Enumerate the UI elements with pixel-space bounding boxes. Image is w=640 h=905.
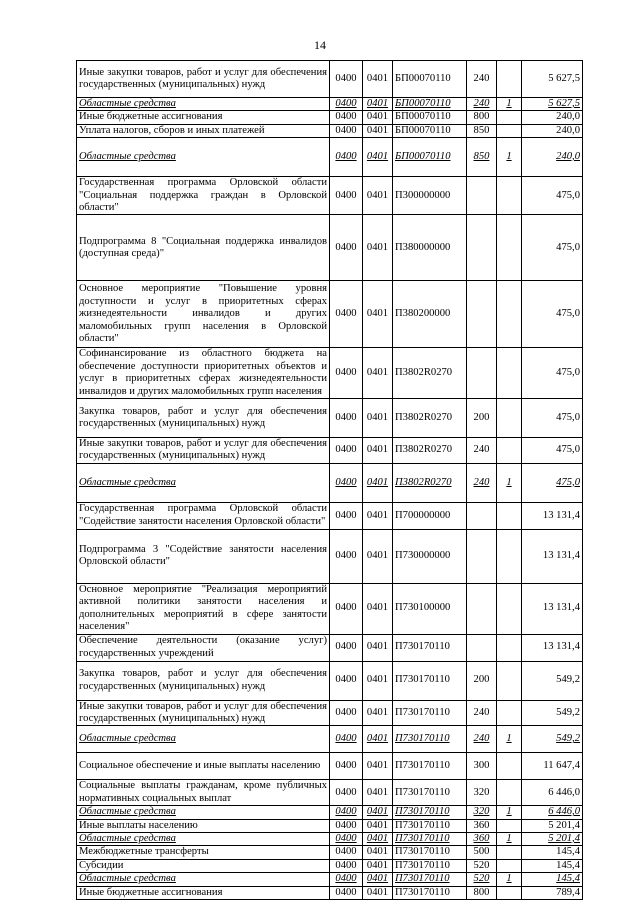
amount-cell: 240,0 — [522, 124, 583, 137]
expense-type-cell — [467, 177, 497, 215]
section-code-cell: 0400 — [330, 661, 363, 700]
subsection-code-cell: 0401 — [363, 502, 393, 529]
section-code-cell: 0400 — [330, 859, 363, 872]
budget-table-body — [77, 61, 583, 900]
table-row — [77, 399, 583, 438]
target-article-cell: П730170110 — [393, 806, 467, 819]
row-name-text: Областные средства — [79, 806, 176, 818]
amount-cell: 240,0 — [522, 111, 583, 124]
table-row — [77, 846, 583, 859]
section-code-cell: 0400 — [330, 348, 363, 399]
table-row — [77, 281, 583, 348]
amount-cell: 5 201,4 — [522, 819, 583, 832]
expense-type-cell: 850 — [467, 124, 497, 137]
row-name-text: Областные средства — [79, 476, 176, 488]
subsection-code-cell: 0401 — [363, 886, 393, 899]
expense-type-cell: 240 — [467, 438, 497, 464]
amount-cell: 145,4 — [522, 873, 583, 886]
table-row — [77, 111, 583, 124]
row-name-cell: Обеспечение деятельности (оказание услуг) государственных учреждений — [77, 634, 330, 661]
expense-type-cell: 850 — [467, 138, 497, 177]
row-name-cell: Закупка товаров, работ и услуг для обеспечения государственных (муниципальных) нужд — [77, 661, 330, 700]
amount-cell: 5 627,5 — [522, 61, 583, 98]
target-article-cell: БП00070110 — [393, 61, 467, 98]
page-number: 14 — [314, 38, 326, 52]
target-article-cell: БП00070110 — [393, 138, 467, 177]
section-code-cell: 0400 — [330, 753, 363, 780]
amount-cell: 475,0 — [522, 463, 583, 502]
section-code-cell: 0400 — [330, 463, 363, 502]
row-name-cell: Иные бюджетные ассигнования — [77, 111, 330, 124]
expense-type-cell — [467, 634, 497, 661]
amount-cell: 475,0 — [522, 348, 583, 399]
expense-type-cell — [467, 215, 497, 281]
amount-cell: 13 131,4 — [522, 502, 583, 529]
funding-source-cell — [497, 661, 522, 700]
target-article-cell: БП00070110 — [393, 98, 467, 111]
row-name-cell — [77, 463, 330, 502]
amount-cell: 13 131,4 — [522, 529, 583, 583]
section-code-cell: 0400 — [330, 502, 363, 529]
row-name-cell — [77, 726, 330, 753]
row-name-text: Областные средства — [79, 832, 176, 844]
target-article-cell: П730170110 — [393, 819, 467, 832]
expense-type-cell: 360 — [467, 819, 497, 832]
table-row — [77, 886, 583, 899]
row-name-text: Областные средства — [79, 873, 176, 885]
table-row — [77, 700, 583, 726]
table-row — [77, 819, 583, 832]
target-article-cell: П730170110 — [393, 661, 467, 700]
amount-cell: 6 446,0 — [522, 806, 583, 819]
section-code-cell: 0400 — [330, 124, 363, 137]
table-row — [77, 661, 583, 700]
section-code-cell: 0400 — [330, 399, 363, 438]
amount-cell: 5 627,5 — [522, 98, 583, 111]
target-article-cell: П3802R0270 — [393, 438, 467, 464]
funding-source-cell — [497, 438, 522, 464]
table-row — [77, 859, 583, 872]
section-code-cell: 0400 — [330, 886, 363, 899]
funding-source-cell — [497, 529, 522, 583]
subsection-code-cell: 0401 — [363, 281, 393, 348]
row-name-cell — [77, 138, 330, 177]
row-name-cell: Государственная программа Орловской области "Содействие занятости населения Орловской области" — [77, 502, 330, 529]
section-code-cell: 0400 — [330, 111, 363, 124]
row-name-text: Областные средства — [79, 98, 176, 109]
row-name-cell: Подпрограмма 8 "Социальная поддержка инвалидов (доступная среда)" — [77, 215, 330, 281]
funding-source-cell: 1 — [497, 832, 522, 845]
row-name-cell: Социальное обеспечение и иные выплаты населению — [77, 753, 330, 780]
section-code-cell: 0400 — [330, 177, 363, 215]
expense-type-cell: 500 — [467, 846, 497, 859]
amount-cell: 475,0 — [522, 438, 583, 464]
subsection-code-cell: 0401 — [363, 726, 393, 753]
funding-source-cell — [497, 111, 522, 124]
expense-type-cell: 240 — [467, 98, 497, 111]
row-name-cell: Межбюджетные трансферты — [77, 846, 330, 859]
table-row — [77, 583, 583, 634]
amount-cell: 11 647,4 — [522, 753, 583, 780]
amount-cell: 145,4 — [522, 846, 583, 859]
funding-source-cell — [497, 177, 522, 215]
target-article-cell: П730170110 — [393, 780, 467, 806]
subsection-code-cell: 0401 — [363, 780, 393, 806]
regional-funds-row — [77, 873, 583, 886]
target-article-cell: П730170110 — [393, 634, 467, 661]
funding-source-cell — [497, 61, 522, 98]
subsection-code-cell: 0401 — [363, 753, 393, 780]
row-name-cell: Субсидии — [77, 859, 330, 872]
subsection-code-cell: 0401 — [363, 859, 393, 872]
subsection-code-cell: 0401 — [363, 529, 393, 583]
regional-funds-row — [77, 832, 583, 845]
regional-funds-row — [77, 806, 583, 819]
target-article-cell: П300000000 — [393, 177, 467, 215]
target-article-cell: П730170110 — [393, 846, 467, 859]
row-name-cell: Иные закупки товаров, работ и услуг для обеспечения государственных (муниципальных) нужд — [77, 438, 330, 464]
table-row — [77, 634, 583, 661]
amount-cell: 789,4 — [522, 886, 583, 899]
section-code-cell: 0400 — [330, 438, 363, 464]
target-article-cell: П730170110 — [393, 886, 467, 899]
amount-cell: 549,2 — [522, 700, 583, 726]
amount-cell: 13 131,4 — [522, 583, 583, 634]
amount-cell: 475,0 — [522, 215, 583, 281]
amount-cell: 475,0 — [522, 281, 583, 348]
funding-source-cell: 1 — [497, 806, 522, 819]
subsection-code-cell: 0401 — [363, 177, 393, 215]
row-name-cell — [77, 98, 330, 111]
expense-type-cell: 800 — [467, 886, 497, 899]
target-article-cell: П700000000 — [393, 502, 467, 529]
row-name-cell: Основное мероприятие "Реализация мероприятий активной политики занятости населения и дополнительных мероприятий в сфере занятости населения" — [77, 583, 330, 634]
amount-cell: 5 201,4 — [522, 832, 583, 845]
target-article-cell: П730100000 — [393, 583, 467, 634]
target-article-cell: П730170110 — [393, 873, 467, 886]
table-row — [77, 529, 583, 583]
funding-source-cell — [497, 634, 522, 661]
table-row — [77, 502, 583, 529]
table-row — [77, 780, 583, 806]
subsection-code-cell: 0401 — [363, 700, 393, 726]
regional-funds-row — [77, 138, 583, 177]
expense-type-cell: 240 — [467, 700, 497, 726]
table-row — [77, 753, 583, 780]
target-article-cell: П380000000 — [393, 215, 467, 281]
table-row — [77, 438, 583, 464]
amount-cell: 475,0 — [522, 399, 583, 438]
subsection-code-cell: 0401 — [363, 215, 393, 281]
table-row — [77, 215, 583, 281]
row-name-cell: Государственная программа Орловской области "Социальная поддержка граждан в Орловской области" — [77, 177, 330, 215]
expense-type-cell: 360 — [467, 832, 497, 845]
amount-cell: 6 446,0 — [522, 780, 583, 806]
row-name-cell: Софинансирование из областного бюджета на обеспечение доступности приоритетных объектов и услуг в приоритетных сферах жизнедеятельности инвалидов и других маломобильных групп населения — [77, 348, 330, 399]
funding-source-cell — [497, 583, 522, 634]
subsection-code-cell: 0401 — [363, 399, 393, 438]
subsection-code-cell: 0401 — [363, 832, 393, 845]
target-article-cell: БП00070110 — [393, 111, 467, 124]
section-code-cell: 0400 — [330, 846, 363, 859]
row-name-cell: Иные закупки товаров, работ и услуг для обеспечения государственных (муниципальных) нужд — [77, 700, 330, 726]
section-code-cell: 0400 — [330, 634, 363, 661]
subsection-code-cell: 0401 — [363, 634, 393, 661]
budget-table — [76, 60, 583, 900]
section-code-cell: 0400 — [330, 215, 363, 281]
funding-source-cell — [497, 859, 522, 872]
row-name-cell: Закупка товаров, работ и услуг для обеспечения государственных (муниципальных) нужд — [77, 399, 330, 438]
subsection-code-cell: 0401 — [363, 873, 393, 886]
funding-source-cell — [497, 215, 522, 281]
funding-source-cell — [497, 886, 522, 899]
subsection-code-cell: 0401 — [363, 661, 393, 700]
expense-type-cell: 520 — [467, 859, 497, 872]
funding-source-cell — [497, 846, 522, 859]
subsection-code-cell: 0401 — [363, 438, 393, 464]
target-article-cell: П730170110 — [393, 753, 467, 780]
expense-type-cell: 240 — [467, 726, 497, 753]
regional-funds-row — [77, 726, 583, 753]
section-code-cell: 0400 — [330, 281, 363, 348]
section-code-cell: 0400 — [330, 806, 363, 819]
subsection-code-cell: 0401 — [363, 846, 393, 859]
expense-type-cell: 300 — [467, 753, 497, 780]
regional-funds-row — [77, 98, 583, 111]
expense-type-cell — [467, 502, 497, 529]
table-row — [77, 348, 583, 399]
section-code-cell: 0400 — [330, 583, 363, 634]
subsection-code-cell: 0401 — [363, 819, 393, 832]
funding-source-cell — [497, 502, 522, 529]
row-name-cell: Иные закупки товаров, работ и услуг для обеспечения государственных (муниципальных) нужд — [77, 61, 330, 98]
row-name-cell: Уплата налогов, сборов и иных платежей — [77, 124, 330, 137]
amount-cell: 240,0 — [522, 138, 583, 177]
funding-source-cell: 1 — [497, 873, 522, 886]
section-code-cell: 0400 — [330, 138, 363, 177]
row-name-cell — [77, 873, 330, 886]
table-row — [77, 61, 583, 98]
row-name-text: Областные средства — [79, 733, 176, 745]
funding-source-cell: 1 — [497, 98, 522, 111]
funding-source-cell: 1 — [497, 138, 522, 177]
target-article-cell: П730170110 — [393, 832, 467, 845]
funding-source-cell — [497, 700, 522, 726]
subsection-code-cell: 0401 — [363, 138, 393, 177]
subsection-code-cell: 0401 — [363, 98, 393, 111]
expense-type-cell — [467, 281, 497, 348]
subsection-code-cell: 0401 — [363, 463, 393, 502]
expense-type-cell: 240 — [467, 463, 497, 502]
expense-type-cell: 200 — [467, 399, 497, 438]
funding-source-cell: 1 — [497, 726, 522, 753]
section-code-cell: 0400 — [330, 726, 363, 753]
row-name-cell: Иные бюджетные ассигнования — [77, 886, 330, 899]
subsection-code-cell: 0401 — [363, 111, 393, 124]
expense-type-cell: 520 — [467, 873, 497, 886]
row-name-text: Областные средства — [79, 151, 176, 163]
amount-cell: 13 131,4 — [522, 634, 583, 661]
row-name-cell: Подпрограмма 3 "Содействие занятости населения Орловской области" — [77, 529, 330, 583]
expense-type-cell: 320 — [467, 780, 497, 806]
row-name-cell: Иные выплаты населению — [77, 819, 330, 832]
funding-source-cell — [497, 819, 522, 832]
target-article-cell: П730000000 — [393, 529, 467, 583]
table-row — [77, 177, 583, 215]
subsection-code-cell: 0401 — [363, 348, 393, 399]
row-name-cell: Основное мероприятие "Повышение уровня доступности и услуг в приоритетных сферах жизнедеятельности инвалидов и других маломобильных групп населения в Орловской области" — [77, 281, 330, 348]
target-article-cell: П380200000 — [393, 281, 467, 348]
expense-type-cell — [467, 583, 497, 634]
target-article-cell: П730170110 — [393, 700, 467, 726]
subsection-code-cell: 0401 — [363, 124, 393, 137]
row-name-cell: Социальные выплаты гражданам, кроме публичных нормативных социальных выплат — [77, 780, 330, 806]
amount-cell: 145,4 — [522, 859, 583, 872]
funding-source-cell — [497, 281, 522, 348]
target-article-cell: П3802R0270 — [393, 463, 467, 502]
amount-cell: 549,2 — [522, 661, 583, 700]
row-name-cell — [77, 832, 330, 845]
section-code-cell: 0400 — [330, 98, 363, 111]
funding-source-cell — [497, 753, 522, 780]
funding-source-cell: 1 — [497, 463, 522, 502]
expense-type-cell: 320 — [467, 806, 497, 819]
expense-type-cell — [467, 348, 497, 399]
subsection-code-cell: 0401 — [363, 61, 393, 98]
target-article-cell: П730170110 — [393, 726, 467, 753]
regional-funds-row — [77, 463, 583, 502]
section-code-cell: 0400 — [330, 529, 363, 583]
amount-cell: 549,2 — [522, 726, 583, 753]
section-code-cell: 0400 — [330, 832, 363, 845]
expense-type-cell: 200 — [467, 661, 497, 700]
subsection-code-cell: 0401 — [363, 583, 393, 634]
section-code-cell: 0400 — [330, 700, 363, 726]
funding-source-cell — [497, 399, 522, 438]
amount-cell: 475,0 — [522, 177, 583, 215]
target-article-cell: П3802R0270 — [393, 348, 467, 399]
section-code-cell: 0400 — [330, 873, 363, 886]
funding-source-cell — [497, 124, 522, 137]
table-row — [77, 124, 583, 137]
expense-type-cell — [467, 529, 497, 583]
expense-type-cell: 240 — [467, 61, 497, 98]
target-article-cell: П730170110 — [393, 859, 467, 872]
expense-type-cell: 800 — [467, 111, 497, 124]
section-code-cell: 0400 — [330, 61, 363, 98]
section-code-cell: 0400 — [330, 780, 363, 806]
row-name-cell — [77, 806, 330, 819]
target-article-cell: БП00070110 — [393, 124, 467, 137]
target-article-cell: П3802R0270 — [393, 399, 467, 438]
funding-source-cell — [497, 348, 522, 399]
section-code-cell: 0400 — [330, 819, 363, 832]
subsection-code-cell: 0401 — [363, 806, 393, 819]
funding-source-cell — [497, 780, 522, 806]
